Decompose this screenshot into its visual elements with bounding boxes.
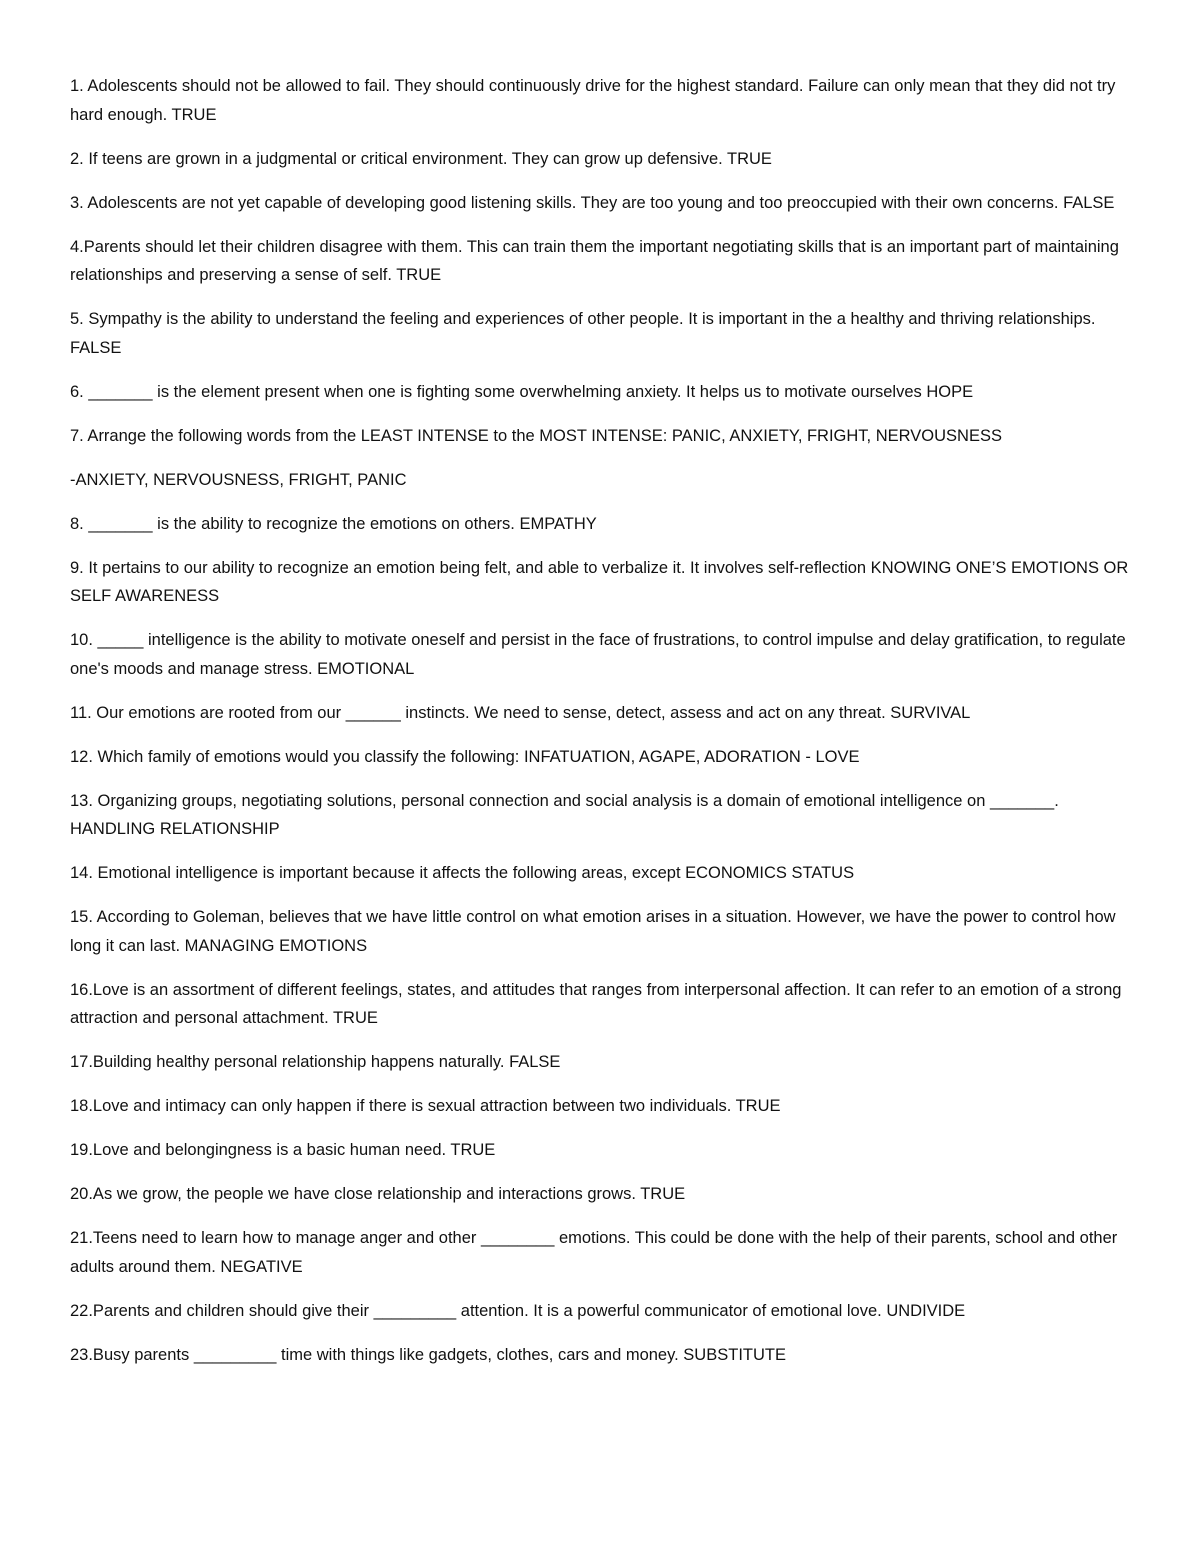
question-21: 21.Teens need to learn how to manage anger and other ________ emotions. This could be done with the help of their parents, school and other adults around them. NEGATIVE (70, 1229, 1122, 1276)
question-9: 9. It pertains to our ability to recognize an emotion being felt, and able to verbalize it. It involves self-reflection KNOWING ONE’S EMOTIONS OR SELF AWARENESS (70, 558, 1133, 605)
question-4: 4.Parents should let their children disagree with them. This can train them the important negotiating skills that is an important part of maintaining relationships and preserving a sense of self. TRUE (70, 237, 1124, 284)
question-11: 11. Our emotions are rooted from our ______ instincts. We need to sense, detect, assess and act on any threat. SURVIVAL (70, 703, 971, 722)
question-10: 10. _____ intelligence is the ability to motivate oneself and persist in the face of frustrations, to control impulse and delay gratification, to regulate one's moods and manage stress. EMOTIONAL (70, 631, 1131, 678)
question-18: 18.Love and intimacy can only happen if there is sexual attraction between two individuals. TRUE (70, 1097, 781, 1115)
question-22: 22.Parents and children should give their _________ attention. It is a powerful communicator of emotional love. UNDIVIDE (70, 1301, 966, 1320)
question-16: 16.Love is an assortment of different feelings, states, and attitudes that ranges from interpersonal affection. It can refer to an emotion of a strong attraction and personal attachment. TRUE (70, 980, 1127, 1027)
document-page (70, 72, 1132, 1385)
question-12: 12. Which family of emotions would you classify the following: INFATUATION, AGAPE, ADORATION - LOVE (70, 747, 860, 766)
question-8: 8. _______ is the ability to recognize the emotions on others. EMPATHY (70, 514, 597, 533)
question-14: 14. Emotional intelligence is important because it affects the following areas, except ECONOMICS STATUS (70, 864, 855, 882)
question-19: 19.Love and belongingness is a basic human need. TRUE (70, 1141, 496, 1159)
question-13: 13. Organizing groups, negotiating solutions, personal connection and social analysis is a domain of emotional intelligence on _______. HANDLING RELATIONSHIP (70, 791, 1064, 838)
question-6: 6. _______ is the element present when one is fighting some overwhelming anxiety. It helps us to motivate ourselves HOPE (70, 382, 974, 401)
question-3: 3. Adolescents are not yet capable of developing good listening skills. They are too young and too preoccupied with their own concerns. FALSE (70, 193, 1115, 212)
question-2: 2. If teens are grown in a judgmental or critical environment. They can grow up defensive. TRUE (70, 149, 772, 168)
question-7: 7. Arrange the following words from the LEAST INTENSE to the MOST INTENSE: PANIC, ANXIETY, FRIGHT, NERVOUSNESS (70, 426, 1002, 445)
question-17: 17.Building healthy personal relationship happens naturally. FALSE (70, 1053, 561, 1071)
answer-7: -ANXIETY, NERVOUSNESS, FRIGHT, PANIC (70, 470, 407, 489)
question-15: 15. According to Goleman, believes that we have little control on what emotion arises in a situation. However, we have the power to control how long it can last. MANAGING EMOTIONS (70, 908, 1121, 955)
question-23: 23.Busy parents _________ time with things like gadgets, clothes, cars and money. SUBSTITUTE (70, 1345, 786, 1364)
question-1: 1. Adolescents should not be allowed to fail. They should continuously drive for the highest standard. Failure can only mean that they did not try hard enough. TRUE (70, 77, 1120, 124)
question-5: 5. Sympathy is the ability to understand the feeling and experiences of other people. It is important in the a healthy and thriving relationships. FALSE (70, 310, 1101, 357)
question-20: 20.As we grow, the people we have close relationship and interactions grows. TRUE (70, 1185, 686, 1203)
